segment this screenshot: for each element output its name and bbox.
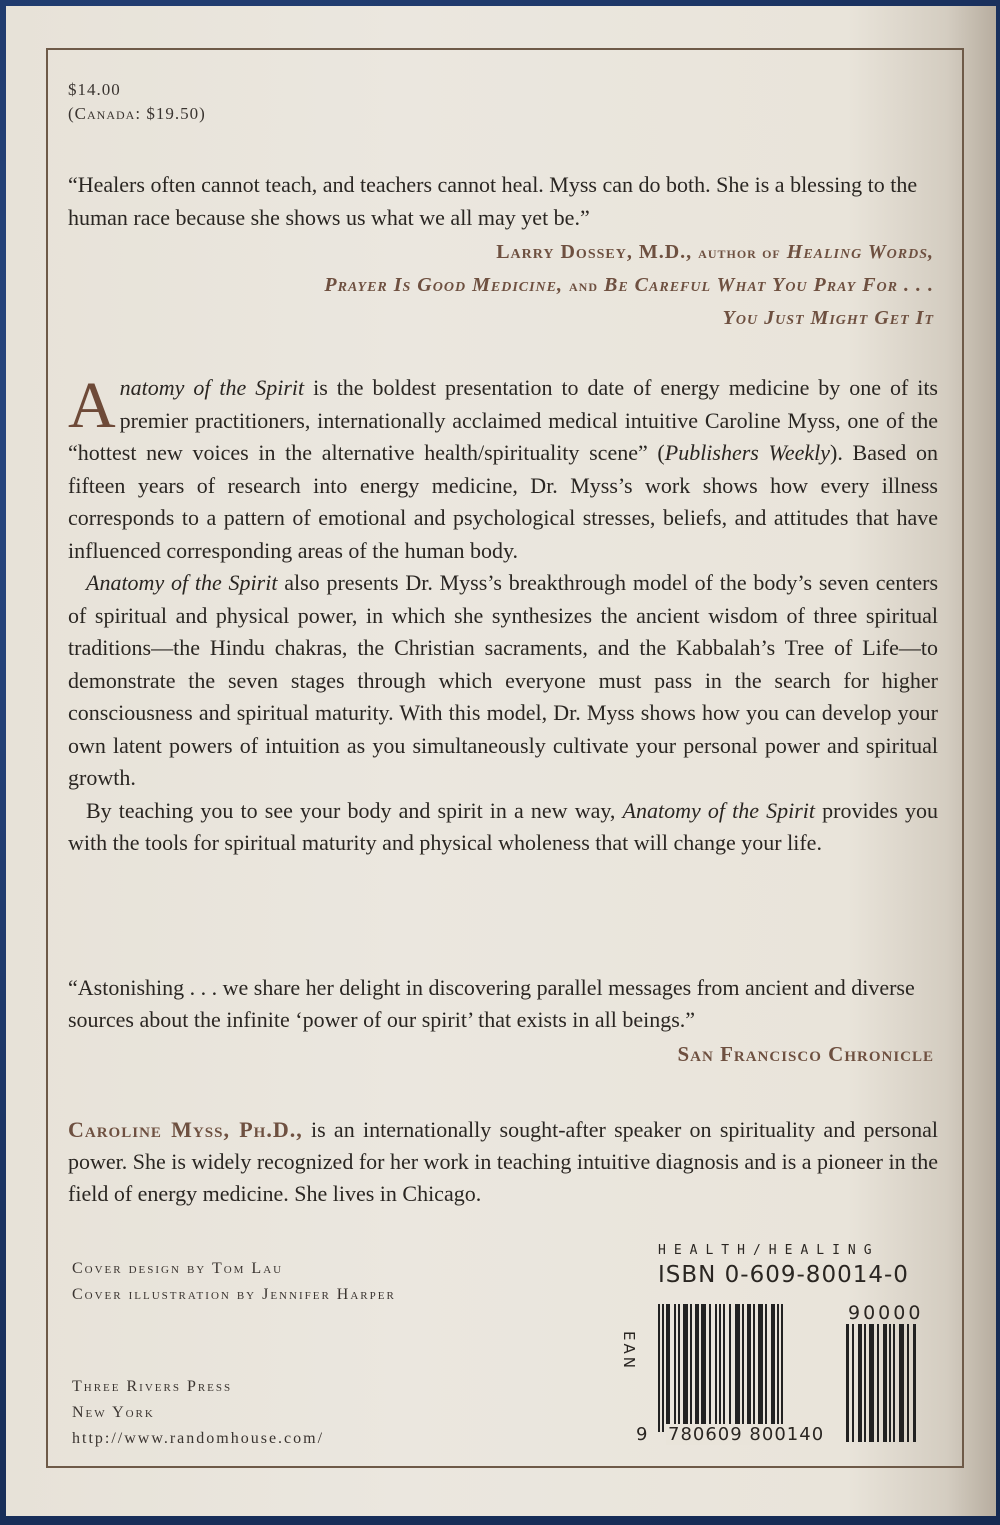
book-back-cover [6, 6, 996, 1516]
book-category: HEALTH/HEALING [658, 1243, 880, 1258]
ean-barcode-icon [658, 1304, 830, 1432]
ean-digits: 780609 800140 [668, 1424, 825, 1445]
description-paragraph-1: Anatomy of the Spirit is the boldest presentation to date of energy medicine by one of its premier practitioners, internationally acclaimed medical intuitive Caroline Myss, one of the “hottest new voices in the alternative health/spirituality scene” (Publishers Weekly). Based on fifteen years of research into energy medicine, Dr. Myss’s work shows how every illness corresponds to a pattern of emotional and psychological stresses, beliefs, and attitudes that have influenced corresponding areas of the human body. [68, 369, 938, 563]
cover-design-credit: Cover design by Tom Lau [72, 1260, 284, 1277]
addon-price-code: 90000 [848, 1302, 924, 1324]
endorsement-attribution-chronicle: San Francisco Chronicle [677, 1042, 934, 1066]
endorsement-quote-dossey: “Healers often cannot teach, and teachers cannot heal. Myss can do both. She is a blessing to the human race because she shows us what we all may yet be.” [68, 172, 918, 230]
drop-cap: A [68, 369, 116, 442]
endorsement-quote-chronicle: “Astonishing . . . we share her delight in discovering parallel messages from ancient and diverse sources about the infinite ‘power of our spirit’ that exists in all beings.” [68, 975, 915, 1032]
publisher-name: Three Rivers Press [72, 1378, 233, 1395]
publisher-url[interactable]: http://www.randomhouse.com/ [72, 1430, 325, 1447]
ean-label: EAN [620, 1331, 638, 1371]
price-us: $14.00 [68, 80, 121, 99]
description-paragraph-2: Anatomy of the Spirit also presents Dr. Myss’s breakthrough model of the body’s seven centers of spiritual and physical power, in which she synthesizes the ancient wisdom of three spiritual traditions—the Hindu chakras, the Christian sacraments, and the Kabbalah’s Tree of Life—to demonstrate the seven stages through which everyone must pass in the search for higher consciousness and spiritual maturity. With this model, Dr. Myss shows how you can develop your own latent powers of intuition as you simultaneously cultivate your personal power and spiritual growth. [68, 570, 939, 790]
ean-first-digit: 9 [636, 1424, 648, 1445]
addon-barcode-icon [846, 1324, 938, 1442]
cover-illustration-credit: Cover illustration by Jennifer Harper [72, 1286, 396, 1303]
description-paragraph-3: By teaching you to see your body and spirit in a new way, Anatomy of the Spirit provides you with the tools for spiritual maturity and physical wholeness that will change your life. [68, 797, 939, 855]
cover-credits [72, 1256, 396, 1308]
publisher-info [72, 1374, 324, 1452]
publisher-city: New York [72, 1404, 155, 1421]
price-canada: (Canada: $19.50) [68, 104, 206, 123]
book-description [68, 369, 939, 860]
endorsement-attribution-dossey: Larry Dossey, M.D., author of Healing Words, Prayer Is Good Medicine, and Be Careful What You Pray For . . . You Just Might Get It [324, 241, 934, 329]
isbn-number: ISBN 0-609-80014-0 [658, 1262, 909, 1288]
price-block [68, 78, 206, 126]
author-name: Caroline Myss, Ph.D., [68, 1117, 303, 1142]
author-bio: Caroline Myss, Ph.D., is an internationally sought-after speaker on spirituality and personal power. She is widely recognized for her work in teaching intuitive diagnosis and is a pioneer in the field of energy medicine. She lives in Chicago. [68, 1117, 938, 1206]
